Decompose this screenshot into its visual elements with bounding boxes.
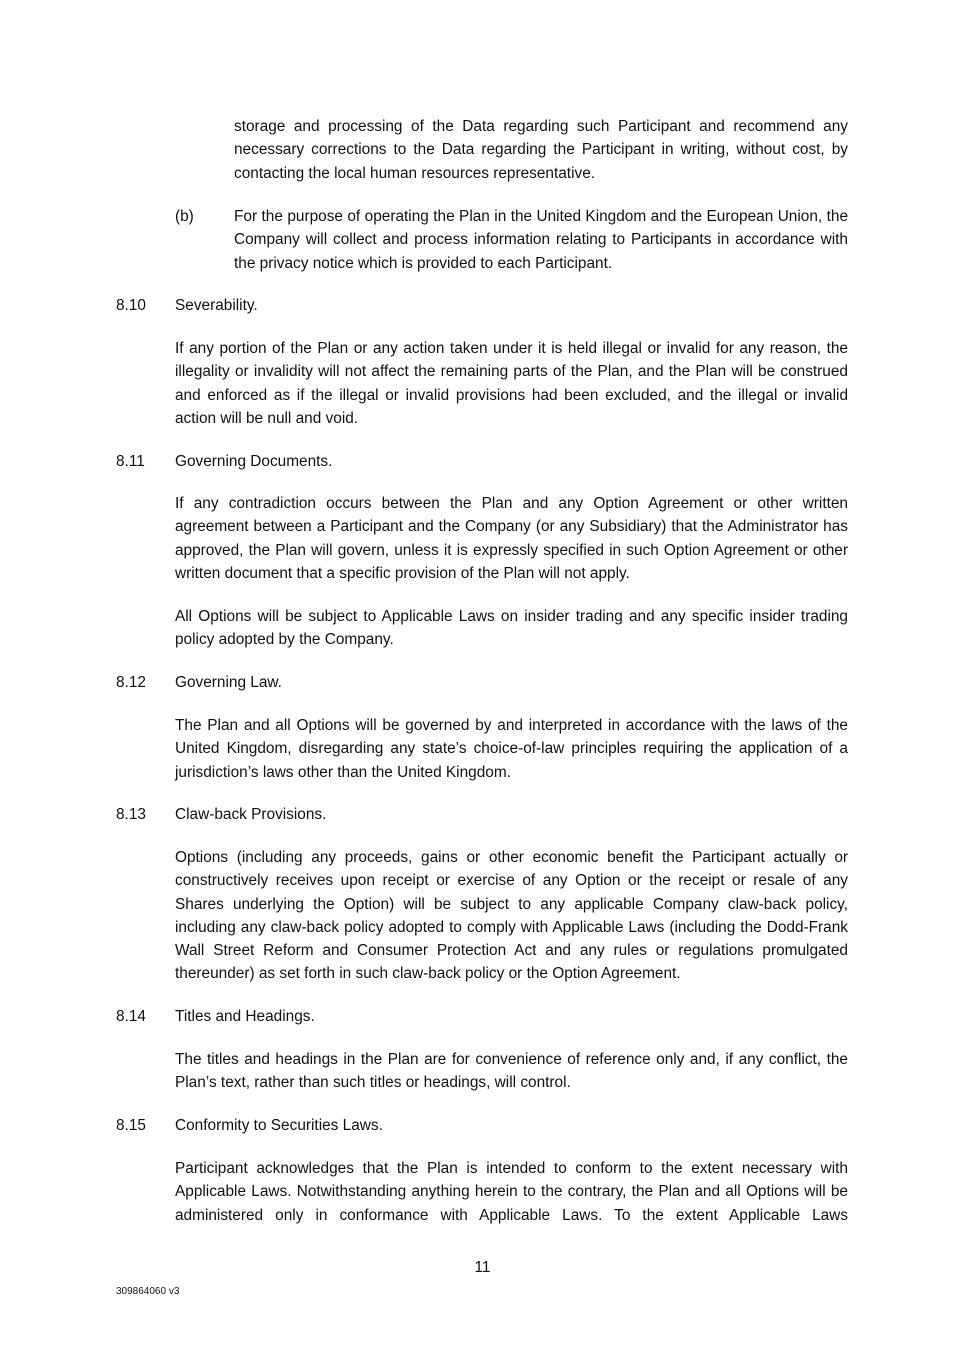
section-8-12-heading: Governing Law. bbox=[175, 674, 282, 691]
section-8-10-paragraph: If any portion of the Plan or any action taken under it is held illegal or invalid for any reason, the illegality or invalidity will not affect the remaining parts of the Plan, and the Plan will be construed and enforced as if the illegal or invalid provisions had been excluded, and the illegal or invalid action will be null and void. bbox=[175, 340, 848, 427]
section-8-13-paragraph: Options (including any proceeds, gains or other economic benefit the Participant actually or constructively receives upon receipt or exercise of any Option or the receipt or resale of any Shares underlying the Option) will be subject to any applicable Company claw-back policy, including any claw-back policy adopted to comply with Applicable Laws (including the Dodd-Frank Wall Street Reform and Consumer Protection Act and any rules or regulations promulgated thereunder) as set forth in such claw-back policy or the Option Agreement. bbox=[175, 849, 848, 983]
document-reference: 309864060 v3 bbox=[116, 1286, 180, 1297]
section-8-11-number: 8.11 bbox=[116, 453, 145, 470]
section-8-10-number: 8.10 bbox=[116, 297, 146, 314]
section-8-14-heading: Titles and Headings. bbox=[175, 1008, 315, 1025]
section-8-13-number: 8.13 bbox=[116, 806, 146, 823]
continued-paragraph: storage and processing of the Data regarding such Participant and recommend any necessary corrections to the Data regarding the Participant in writing, without cost, by contacting the local human resources representative. bbox=[234, 118, 848, 182]
subclause-b-label: (b) bbox=[175, 208, 194, 225]
page-number: 11 bbox=[474, 1259, 491, 1276]
section-8-14-paragraph: The titles and headings in the Plan are for convenience of reference only and, if any conflict, the Plan’s text, rather than such titles or headings, will control. bbox=[175, 1051, 848, 1092]
section-8-11-heading: Governing Documents. bbox=[175, 453, 333, 470]
section-8-15-heading: Conformity to Securities Laws. bbox=[175, 1117, 383, 1134]
section-8-10-heading: Severability. bbox=[175, 297, 258, 314]
subclause-b-text: For the purpose of operating the Plan in the United Kingdom and the European Union, the Company will collect and process information relating to Participants in accordance with the privacy notice which is provided to each Participant. bbox=[234, 208, 848, 272]
section-8-12-number: 8.12 bbox=[116, 674, 146, 691]
section-8-12-paragraph: The Plan and all Options will be governed by and interpreted in accordance with the laws of the United Kingdom, disregarding any state’s choice-of-law principles requiring the application of a jurisdiction’s laws other than the United Kingdom. bbox=[175, 717, 848, 781]
section-8-15-paragraph: Participant acknowledges that the Plan is intended to conform to the extent necessary with Applicable Laws. Notwithstanding anything herein to the contrary, the Plan and all Options will be administered only in conformance with Applicable Laws. To the extent Applicable Laws bbox=[175, 1160, 848, 1224]
section-8-15-number: 8.15 bbox=[116, 1117, 146, 1134]
section-8-14-number: 8.14 bbox=[116, 1008, 146, 1025]
section-8-11-paragraph-2: All Options will be subject to Applicable Laws on insider trading and any specific insider trading policy adopted by the Company. bbox=[175, 608, 848, 649]
section-8-13-heading: Claw-back Provisions. bbox=[175, 806, 327, 823]
section-8-11-paragraph-1: If any contradiction occurs between the Plan and any Option Agreement or other written agreement between a Participant and the Company (or any Subsidiary) that the Administrator has approved, the Plan will govern, unless it is expressly specified in such Option Agreement or other written document that a specific provision of the Plan will not apply. bbox=[175, 495, 848, 582]
